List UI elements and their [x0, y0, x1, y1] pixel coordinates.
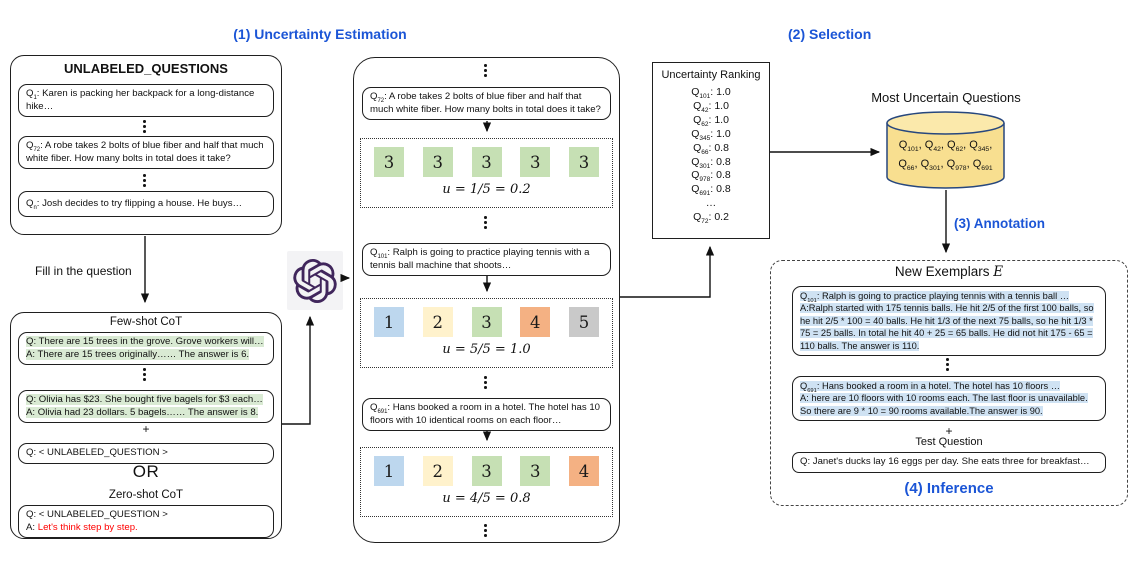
- or-label: OR: [132, 462, 160, 481]
- exemplar-question: Q: Olivia has $23. She bought five bagels for $3 each…: [26, 394, 263, 405]
- sample-block-691: [360, 447, 613, 517]
- ranking-row: $Q_{301}$: 0.8: [691, 155, 731, 170]
- estimation-question-691: $Q_{691}$: Hans booked a room in a hotel. The hotel has 10 floors with 10 identical rooms on each floor…: [362, 398, 611, 431]
- answer-square: 3: [472, 456, 502, 486]
- zeroshot-answer-red: Let's think step by step.: [37, 521, 138, 533]
- uncertainty-value: u = 4/5 = 0.8: [442, 491, 531, 506]
- ellipsis-vertical: [946, 358, 949, 371]
- openai-logo-icon: [293, 259, 337, 303]
- fewshot-exemplar-1: [18, 332, 274, 365]
- cylinder-question-ids: $Q_{101}$, $Q_{42}$, $Q_{62}$, $Q_{345}$, $Q_{66}$, $Q_{301}$, $Q_{978}$, $Q_{691}$: [898, 139, 993, 173]
- step3-heading: (3) Annotation: [954, 216, 1045, 231]
- answer-square: 3: [472, 307, 502, 337]
- zeroshot-answer-prefix: A:: [26, 521, 38, 533]
- unlabeled-question-1: $Q_1$: Karen is packing her backpack for a long-distance hike…: [18, 84, 274, 117]
- zeroshot-title: Zero-shot CoT: [108, 489, 184, 501]
- answer-square: 4: [520, 307, 550, 337]
- ellipsis-vertical: [484, 376, 487, 389]
- exemplar-answer: A: There are 15 trees originally…… The answer is 6.: [26, 348, 250, 360]
- step1-heading: (1) Uncertainty Estimation: [233, 26, 407, 42]
- zeroshot-prompt: [18, 505, 274, 538]
- ranking-row: $Q_{345}$: 1.0: [691, 127, 731, 142]
- new-exemplar-101: $Q_{101}$: Ralph is going to practice playing tennis with a tennis ball … A:Ralph started with 175 tennis balls. He hit 2/5 of the first 100 balls, so he hit 2/5 * 100 = 40 balls. He hit 1/3 of the next 75 balls, so he hit 1/3 * 75 = 25 balls. In total he hit 40 + 25 = 65 balls. He did not hit 175 - 65 = 110 balls. The answer is 110.: [792, 286, 1106, 356]
- ranking-row: $Q_{978}$: 0.8: [691, 169, 731, 184]
- ranking-row: $Q_{42}$: 1.0: [693, 99, 729, 114]
- ranking-row-last: $Q_{72}$: 0.2: [693, 211, 729, 226]
- ellipsis-vertical: [143, 120, 146, 133]
- exemplar-answer: A: here are 10 floors with 10 rooms each. The last floor is unavailable.: [800, 393, 1088, 404]
- estimation-question-72: $Q_{72}$: A robe takes 2 bolts of blue fiber and half that much white fiber. How many bolts in total does it take?: [362, 87, 611, 120]
- new-exemplar-691: $Q_{691}$: Hans booked a room in a hotel. The hotel has 10 floors … A: here are 10 floors with 10 rooms each. The last floor is unavailable. So there are 9 * 10 = 90 rooms available.The answer is 90.: [792, 376, 1106, 421]
- fewshot-exemplar-2: [18, 390, 274, 423]
- exemplar-answer: So there are 9 * 10 = 90 rooms available.The answer is 90.: [800, 405, 1043, 416]
- answer-square: 3: [423, 147, 453, 177]
- exemplar-answer: A:Ralph started with 175 tennis balls. He hit 2/5 of the first 100 balls, so he hit 2/5 * 100 = 40 balls. He hit 1/3 of the next 75 balls, so he hit 1/3 * 75 = 25 balls. In total he hit 40 + 25 = 65 balls. He did not hit 175 - 65 = 110 balls. The answer is 110.: [800, 303, 1094, 351]
- uncertainty-ranking-title: Uncertainty Ranking: [661, 69, 761, 81]
- answer-square: 3: [569, 147, 599, 177]
- ranking-ellipsis: …: [705, 197, 717, 210]
- llm-logo-tile: [287, 251, 343, 310]
- sample-block-101: [360, 298, 613, 368]
- ranking-row: $Q_{101}$: 1.0: [691, 86, 731, 101]
- uncertainty-value: u = 5/5 = 1.0: [442, 342, 531, 357]
- exemplar-answer: A: Olivia had 23 dollars. 5 bagels…… The answer is 8.: [26, 406, 259, 418]
- zeroshot-question: Q: < UNLABELED_QUESTION >: [26, 509, 168, 520]
- answer-square: 3: [520, 456, 550, 486]
- answer-square: 2: [423, 307, 453, 337]
- estimation-question-101: $Q_{101}$: Ralph is going to practice playing tennis with a tennis ball machine that shoots…: [362, 243, 611, 276]
- fewshot-title: Few-shot CoT: [109, 316, 183, 328]
- ranking-list: [653, 86, 769, 225]
- sample-block-72: [360, 138, 613, 208]
- unlabeled-questions-title: UNLABELED_QUESTIONS: [64, 61, 228, 76]
- most-uncertain-title: Most Uncertain Questions: [871, 90, 1021, 105]
- answer-square: 4: [569, 456, 599, 486]
- answer-square: 3: [472, 147, 502, 177]
- arrow-estimation-to-ranking: [620, 247, 710, 297]
- test-question-box: Q: Janet's ducks lay 16 eggs per day. She eats three for breakfast…: [792, 452, 1106, 473]
- ranking-row: $Q_{66}$: 0.8: [693, 141, 729, 156]
- answer-square: 5: [569, 307, 599, 337]
- exemplar-question: Q: There are 15 trees in the grove. Grove workers will…: [26, 336, 264, 347]
- unlabeled-question-72: $Q_{72}$: A robe takes 2 bolts of blue fiber and half that much white fiber. How many bolts in total does it take?: [18, 136, 274, 169]
- answer-square: 3: [520, 147, 550, 177]
- plus-sign: +: [142, 422, 150, 436]
- unlabeled-question-n: $Q_n$: Josh decides to try flipping a house. He buys…: [18, 191, 274, 217]
- uncertainty-value: u = 1/5 = 0.2: [442, 182, 531, 197]
- ellipsis-vertical: [143, 368, 146, 381]
- arrow-prompt-to-llm: [282, 317, 310, 424]
- fill-in-question-label: Fill in the question: [35, 264, 132, 278]
- unlabeled-question-slot: Q: < UNLABELED_QUESTION >: [18, 443, 274, 464]
- uncertainty-ranking-box: [652, 62, 770, 239]
- plus-sign: +: [945, 424, 953, 438]
- ellipsis-vertical: [143, 174, 146, 187]
- answer-square: 1: [374, 307, 404, 337]
- ellipsis-vertical: [484, 64, 487, 77]
- new-exemplars-title: New Exemplars E: [894, 264, 1004, 280]
- ranking-row: $Q_{691}$: 0.8: [691, 183, 731, 198]
- ellipsis-vertical: [484, 524, 487, 537]
- ranking-row: $Q_{62}$: 1.0: [693, 113, 729, 128]
- step2-heading: (2) Selection: [788, 26, 872, 42]
- ellipsis-vertical: [484, 216, 487, 229]
- answer-square: 3: [374, 147, 404, 177]
- step4-heading: (4) Inference: [904, 480, 994, 497]
- answer-square: 1: [374, 456, 404, 486]
- answer-square: 2: [423, 456, 453, 486]
- test-question-label: Test Question: [915, 436, 983, 448]
